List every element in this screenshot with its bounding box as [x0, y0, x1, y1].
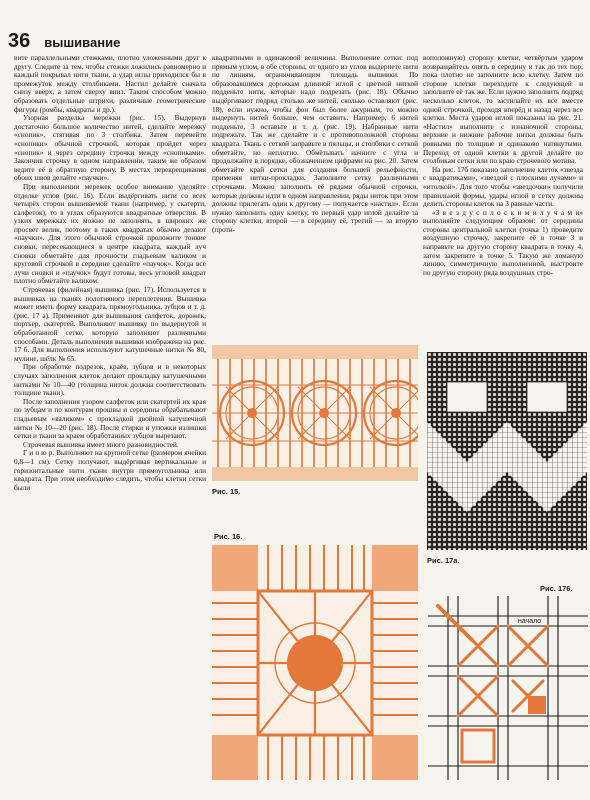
figure-16-illustration — [212, 545, 418, 780]
paragraph: Строчевая (филейная) вышивка (рис. 17). Используется в вышивках на тканях полотняного переплетения. Вышивка может иметь форму квадрата, прямоугольника, зубцов и т. д. (рис. 17 а). Применяют для вышивания салфеток, дорожек, портьер, скатертей. Выполняют вышивку по выдернутой и обработанной сетке, которую заполняют различными способами. Деталь выполнения вышивки изображена на рис. 17 б. Для выполнения используют катушечные нитки № 80, мулине, шёлк № 65. — [14, 285, 206, 363]
section-title: вышивание — [44, 35, 121, 50]
paragraph: При обработке подрезок, краёв, зубцов и в некоторых случаях заполнения клеток делают прокладку катушечными нитками № 10—40 (толщина ниток должна соответствовать толщине ткани). — [14, 362, 206, 398]
text-column-1 — [14, 54, 206, 776]
figure-16 — [212, 545, 418, 780]
page-header — [8, 30, 120, 52]
figure-15-illustration — [212, 345, 418, 481]
paragraph: вите параллельными стежками, плотно уложенными друг к другу. Следите за тем, чтобы стежки ложились равномерно и каждый покрывал нити ткани, а удар иглы приходился бы в промежуток между столбиками. Настил делайте сначала снизу вверх, а затем сверху вниз. Таким способом можно образовать отдельные штрихи, различные геометрические фигуры (ромбы, квадраты и др.). — [14, 54, 206, 114]
paragraph: При выполнении мережек особое внимание уделяйте отделке углов (рис. 16). Если выдёргивать нити со всех четырёх сторон вышиваемой ткани (например, у скатерти, салфеток), то в углах образуются квадратные отверстия. В узких мережках их можно не заполнять, в широких же просвет велик, поэтому в таких квадратах обычно делают «паучки». Для этого обычной строчкой проложите тонкие сновки, пересекающиеся в центре квадрата, каждый луч сновки обметайте для прочности гладьевым валиком и круговой строчкой в середине сделайте «паучок». Когда все лучи сновки и «паучок» будут готовы, весь угловой квадрат плотно обметайте валиком. — [14, 181, 206, 286]
figure-17b-caption: Рис. 176. — [540, 584, 573, 593]
figure-17a-illustration — [427, 352, 587, 550]
figure-17a — [427, 352, 587, 550]
paragraph: «З в е з д у с п л о с к и м и л у ч а м и» выполняйте следующим образом: от середины стороны центральной клетки (точка 1) проведите воздушную строчку, закрепите её в точке 3 и направьте на другую сторону квадрата в точку 4, затем закрепите в точке 5. Такую же ломаную линию, симметричную выполненной, выстроите по другую сторону ряда воздушных стро- — [423, 207, 583, 277]
figure-16-caption: Рис. 16. — [214, 532, 243, 541]
page-number: 36 — [8, 30, 31, 52]
paragraph: После заполнения узором салфеток или скатертей их края по зубцам и по контурам прошвы и середины обрабатывают гладьевым «валиком» с прокладкой двойной катушечной нитки № 10—20 (рис. 18). После стирки и утюжки излишки сетки и ткани за краем обработанных зубцов вырезают. — [14, 396, 206, 441]
paragraph: Строчевая вышивка имеет много разновидностей. — [23, 439, 179, 449]
figure-17b-illustration — [428, 596, 588, 780]
paragraph: На рис. 17б показано заполнение клеток «звезда с квадратиками», «звездой с плоскими лучами» и «итолкой». Для того чтобы «звездочки» получили правильной формы, удары иглой в сетку должны делить стороны клеток на 3 равные части. — [423, 164, 583, 209]
figure-15 — [212, 345, 418, 481]
figure-17b — [428, 596, 588, 780]
paragraph: Узорная разделка мережки (рис. 15). Выдернув достаточно большое количество нитей, сделайте мережку «снопик», стягивая по 3 столбика. Затем перевейте «снопики» обычной строчкой, которая пройдет через «снопик» и через середину строчки между «снопиками». Закончив строчку в одном направлении, таким же образом ведите её в обратную сторону. В местах перекрещивания обоих швов делайте «паучки». — [14, 113, 206, 183]
figure-15-caption: Рис. 15. — [212, 487, 241, 496]
paragraph: квадратными и одинаковой величины. Выполнение сетки: под прямым углом, в обе стороны, от одного из углов выдернете нити по линиям, ограничивающим площадь вышивки. По образовавшимся дорожкам длинной иглой с цветной ниткой подденьте нити, которые надо подрезать (рис. 18). Обычно выдёргивают подряд столько же нитей, сколько оставляют (рис. 18), если нужно, чтобы фон был более ажурным, то можно выдернуть нитей больше, чем оставить. Например, 6 нитей подденьте, 3 оставьте и т. д. (рис. 19). Набранные нити подрежьте. Так же сделайте и с противоположной стороны квадрата. Ткань с сеткой заправьте в пяльцы, и столбики с сеткой обметайте, но неплотно. Обмётывать начните с угла и продолжайте в порядке, обозначенном цифрами на рис. 20. Затем обметайте край сетки для создания большей рельефности, применяя нитки-прокладки. Заполните сетку различными строчками. Можно заполнить её рядами обычной строчки, которые должны идти в одном направлении, ряды ниток при этом должны прилегать один к другому — получается «настил». Если нужно заполнить одну клетку, то первый удар иглой делайте за сторону клетки, второй — в середину её, третий — за вторую (проти- — [212, 54, 418, 234]
text-column-3 — [423, 54, 583, 350]
figure-17a-caption: Рис. 17а. — [427, 556, 460, 565]
paragraph: Г и п ю р. Выполняют на крупной сетке (размером ячейки 0,8—1 см). Сетку получают, выдёргивая вертикальные и горизонтальные нити ткани внутри прямоугольника или квадрата. При этом необходимо следить, чтобы клетки сетки были — [14, 448, 206, 492]
figure-17b-start-label: начало — [518, 618, 542, 625]
paragraph: воположную) сторону клетки, четвёртым ударом возвращайтесь опять в середину и так до тех пор, пока плотно не заполните всю клетку. Затем по стороне клетки переходите к следующей и заполните её так же. Если нужно заполнить подряд несколько клеток, то застилайте их все вместе одной строчкой, проходя вперёд и назад через все клетки. Места ударов иглой показаны на рис. 21. «Настил» выполните с изнаночной стороны, верхние и нижние рабочие нитки должны быть ровными по толщине и одинаково натянутыми. Переход от одной клетки к другой делайте по столбикам сетки или по краю строчевого мотива. — [423, 54, 583, 166]
text-column-2 — [212, 54, 418, 340]
